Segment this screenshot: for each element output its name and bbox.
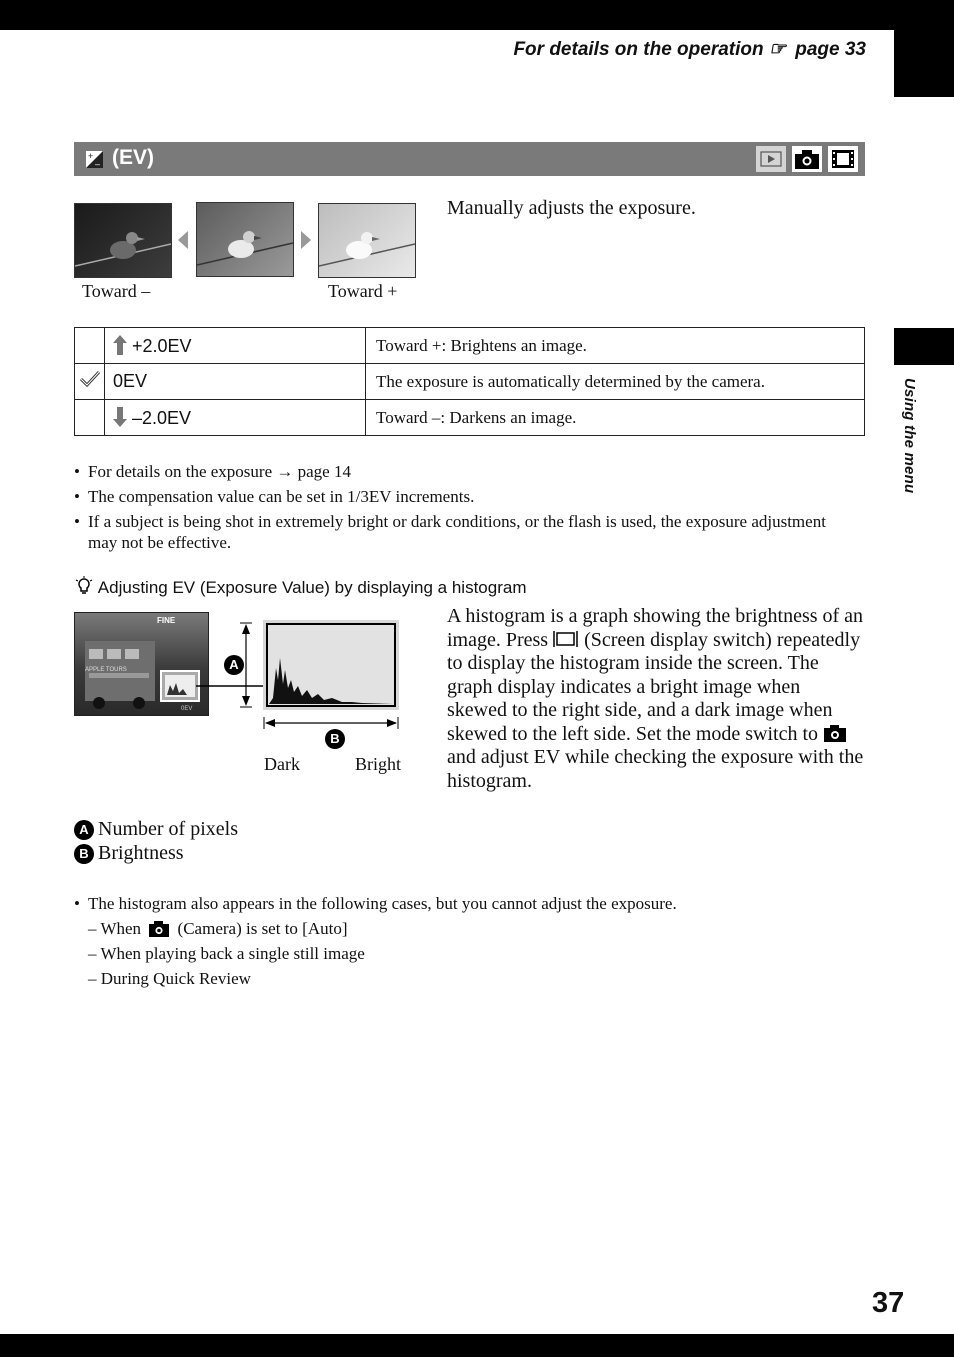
legend-a: A Number of pixels [74, 818, 238, 841]
setting-value: +2.0EV [132, 335, 192, 356]
note-subitem: – When playing back a single still image [88, 944, 365, 963]
para-part: and adjust EV while checking the exposure with the histogram. [447, 746, 864, 792]
note-item: • The compensation value can be set in 1/3EV increments. [74, 486, 854, 507]
section-title: (EV) [112, 146, 154, 169]
arrow-down-icon [113, 407, 127, 427]
chapter-tab-top [894, 30, 954, 97]
para-part: (Screen display switch) repeatedly to display the histogram inside the screen. The graph display indicates a bright image when skewed to the right side, and a dark image when skewed to the left side. Set the mode switch to [447, 628, 861, 745]
note-item: • If a subject is being shot in extremely bright or dark conditions, or the flash is used, the exposure adjustment may not be effective. [74, 511, 854, 553]
setting-value: –2.0EV [132, 407, 192, 428]
arrow-left-icon [178, 231, 188, 249]
header-page-link[interactable]: page 33 [795, 39, 866, 60]
marker-b: B [325, 729, 349, 750]
ev-readout: 0EV [181, 706, 193, 712]
bottom-bar [0, 1334, 954, 1357]
table-row [75, 364, 865, 400]
description-cell: Toward –: Darkens an image. [366, 400, 865, 436]
playback-mode-icon [756, 146, 786, 172]
toward-plus-caption: Toward + [328, 281, 398, 301]
chapter-tab-marker [894, 328, 954, 365]
svg-text:–: – [95, 159, 101, 168]
ev-settings-table [74, 327, 865, 436]
table-row [75, 328, 865, 364]
default-checkmark-icon [75, 364, 105, 400]
note-subitem: – When (Camera) is set to [Auto] [88, 919, 348, 938]
screen-display-switch-icon [553, 630, 579, 648]
note-subitem: – During Quick Review [88, 969, 251, 988]
camera-icon [148, 920, 170, 937]
arrow-up-icon [113, 335, 127, 355]
table-row [75, 400, 865, 436]
hint-lightbulb-icon [74, 576, 94, 596]
histogram-heading [74, 576, 526, 598]
section-title-bar [74, 142, 865, 176]
notes-list [74, 461, 854, 553]
marker-a: A [224, 655, 248, 676]
note-item: • The histogram also appears in the following cases, but you cannot adjust the exposure. [74, 893, 854, 914]
top-bar [0, 0, 954, 30]
intro-text: Manually adjusts the exposure. [447, 197, 696, 219]
svg-text:+: + [88, 151, 94, 161]
dark-example-image [74, 203, 172, 278]
movie-mode-icon [828, 146, 858, 172]
quality-label: FINE [157, 616, 176, 625]
histogram-notes [74, 893, 854, 989]
description-cell: Toward +: Brightens an image. [366, 328, 865, 364]
camera-screen-example [74, 612, 209, 716]
histogram-heading-text: Adjusting EV (Exposure Value) by displaying a histogram [97, 578, 527, 597]
page-header [430, 38, 866, 61]
setting-cell [105, 328, 366, 364]
row-marker-cell [75, 400, 105, 436]
legend-b: B Brightness [74, 842, 184, 865]
bus-sign: APPLE TOURS [85, 667, 127, 673]
toward-minus-caption: Toward – [82, 281, 151, 301]
setting-cell [105, 364, 366, 400]
arrow-right-icon [301, 231, 311, 249]
header-text: For details on the operation [513, 39, 764, 60]
page-number: 37 [872, 1287, 905, 1319]
description-cell: The exposure is automatically determined by the camera. [366, 364, 865, 400]
dark-label: Dark [264, 754, 300, 774]
camera-icon [823, 724, 847, 742]
exposure-icon [86, 151, 103, 168]
normal-example-image [196, 202, 294, 277]
setting-cell [105, 400, 366, 436]
pointing-hand-icon: ☞ [768, 39, 786, 60]
bright-example-image [318, 203, 416, 278]
setting-value: 0EV [113, 371, 148, 391]
histogram-paragraph [447, 605, 865, 793]
histogram-diagram [222, 618, 408, 750]
side-label: Using the menu [901, 378, 918, 494]
note-item: • For details on the exposure → page 14 [74, 461, 854, 482]
bright-label: Bright [355, 754, 402, 774]
row-marker-cell [75, 328, 105, 364]
camera-mode-icon [792, 146, 822, 172]
para-part: A histogram is a graph showing the brightness of an image. Press [447, 605, 864, 651]
